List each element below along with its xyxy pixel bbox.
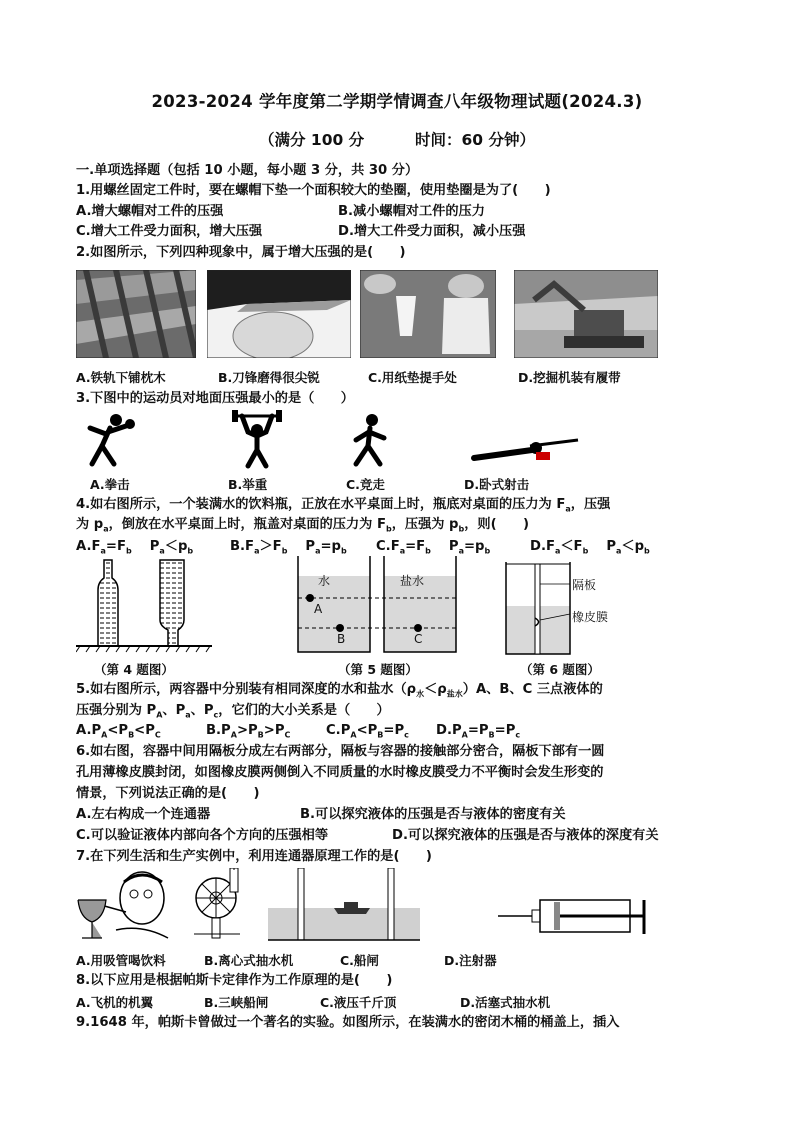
q3-option-d: D.卧式射击 — [464, 477, 530, 492]
fig5-caption: （第 5 题图） — [338, 662, 418, 677]
salt-water-label: 盐水 — [400, 574, 425, 588]
point-c-label: C — [414, 632, 423, 646]
paper-pad-handle-photo — [360, 270, 496, 358]
q7-option-a: A.用吸管喝饮料 — [76, 953, 166, 968]
q1-option-b: B.减小螺帽对工件的压力 — [338, 204, 485, 219]
race-walker-silhouette-icon — [346, 412, 396, 468]
q5-option-a: $A.P_A<P_B<P_C$ — [76, 723, 161, 740]
q8-option-d: D.活塞式抽水机 — [460, 995, 551, 1010]
fig4-bottles-diagram — [76, 556, 212, 656]
point-a-label: A — [314, 602, 323, 616]
q7-option-c: C.船闸 — [340, 953, 379, 968]
q1-stem: 1.用螺丝固定工件时，要在螺帽下垫一个面积较大的垫圈，使用垫圈是为了( ) — [76, 183, 551, 198]
water-label: 水 — [318, 574, 331, 588]
fig6-partition-diagram — [502, 562, 572, 656]
q5-line1: 5.如右图所示，两容器中分别装有相同深度的水和盐水$(\rho_水<\rho_{盐水})A$、B、C 三点液体的 — [76, 682, 603, 699]
q6-option-b: B.可以探究液体的压强是否与液体的密度有关 — [300, 807, 566, 822]
q4-line1: 4.如右图所示，一个装满水的饮料瓶，正放在水平桌面上时，瓶底对桌面的压力为 $F_a$，压强 — [76, 497, 611, 514]
q1-option-d: D.增大工件受力面积，减小压强 — [338, 224, 526, 239]
score-label: （满分 100 分 — [259, 131, 365, 149]
q4-option-c: $C.F_a=F_b$ $P_a=p_b$ — [376, 539, 491, 556]
q2-option-d: D.挖掘机装有履带 — [518, 370, 621, 385]
q3-stem: 3.下图中的运动员对地面压强最小的是（ ） — [76, 391, 354, 406]
q2-option-a: A.铁轨下铺枕木 — [76, 370, 166, 385]
q7-option-d: D.注射器 — [444, 953, 497, 968]
q3-option-b: B.举重 — [228, 477, 268, 492]
q8-stem: 8.以下应用是根据帕斯卡定律作为工作原理的是( ) — [76, 973, 393, 988]
time-label: 时间：60 分钟） — [415, 131, 535, 149]
q6-option-d: D.可以探究液体的压强是否与液体的深度有关 — [392, 828, 659, 843]
q6-line1: 6.如右图，容器中间用隔板分成左右两部分，隔板与容器的接触部分密合，隔板下部有一圆 — [76, 744, 605, 759]
q6-line2: 孔用薄橡皮膜封闭，如图橡皮膜两侧倒入不同质量的水时橡皮膜受力不平衡时会发生形变的 — [76, 765, 604, 780]
weightlifter-silhouette-icon — [232, 410, 282, 470]
q4-option-a: $A.F_a=F_b$ $P_a<p_b$ — [76, 539, 194, 556]
drinking-straw-illustration — [76, 868, 176, 944]
q6-option-c: C.可以验证液体内部向各个方向的压强相等 — [76, 828, 329, 843]
exam-title: 2023-2024 学年度第二学期学情调查八年级物理试题(2024.3) — [151, 92, 643, 111]
exam-subtitle — [0, 128, 794, 150]
q4-option-d: $D.F_a<F_b$ $P_a<p_b$ — [530, 539, 650, 556]
q8-option-b: B.三峡船闸 — [204, 995, 269, 1010]
q6-option-a: A.左右构成一个连通器 — [76, 807, 211, 822]
q7-option-b: B.离心式抽水机 — [204, 953, 294, 968]
q9-stem: 9.1648 年，帕斯卡曾做过一个著名的实验。如图所示，在装满水的密闭木桶的桶盖上，插入 — [76, 1015, 620, 1030]
q2-option-b: B.刀锋磨得很尖锐 — [218, 370, 320, 385]
syringe-illustration — [498, 890, 646, 946]
q8-option-a: A.飞机的机翼 — [76, 995, 154, 1010]
partition-label: 隔板 — [572, 578, 597, 592]
prone-shooter-silhouette-icon — [470, 436, 580, 466]
q3-option-a: A.拳击 — [90, 477, 130, 492]
knife-cutting-apple-photo — [207, 270, 351, 358]
q2-stem: 2.如图所示，下列四种现象中，属于增大压强的是( ) — [76, 245, 406, 260]
q6-line3: 情景，下列说法正确的是( ) — [76, 786, 260, 801]
section-heading: 一.单项选择题（包括 10 小题，每小题 3 分，共 30 分） — [76, 163, 419, 178]
q5-option-d: $D.P_A=P_B=P_c$ — [436, 723, 521, 740]
excavator-photo — [514, 270, 658, 358]
centrifugal-pump-illustration — [190, 868, 244, 944]
ship-lock-illustration — [268, 868, 420, 944]
fig4-caption: （第 4 题图） — [94, 662, 174, 677]
boxer-silhouette-icon — [80, 412, 140, 468]
q2-option-c: C.用纸垫提手处 — [368, 370, 457, 385]
q5-line2: 压强分别为 $P_A$、$P_a$、$P_c$，它们的大小关系是（ ） — [76, 703, 390, 720]
fig6-caption: （第 6 题图） — [520, 662, 600, 677]
q8-option-c: C.液压千斤顶 — [320, 995, 397, 1010]
q7-stem: 7.在下列生活和生产实例中，利用连通器原理工作的是( ) — [76, 849, 432, 864]
q1-option-a: A.增大螺帽对工件的压强 — [76, 204, 224, 219]
membrane-label: 橡皮膜 — [572, 610, 609, 624]
q1-option-c: C.增大工件受力面积，增大压强 — [76, 224, 263, 239]
q4-line2: 为 $p_a$，倒放在水平桌面上时，瓶盖对桌面的压力为 $F_b$，压强为 $p_b$，则( ) — [76, 517, 530, 534]
q4-option-b: $B.F_a>F_b$ $P_a=p_b$ — [230, 539, 347, 556]
railway-sleeper-photo — [76, 270, 196, 358]
point-b-label: B — [337, 632, 346, 646]
q5-option-c: $C.P_A<P_B=P_c$ — [326, 723, 409, 740]
q5-option-b: $B.P_A>P_B>P_C$ — [206, 723, 291, 740]
q3-option-c: C.竞走 — [346, 477, 385, 492]
